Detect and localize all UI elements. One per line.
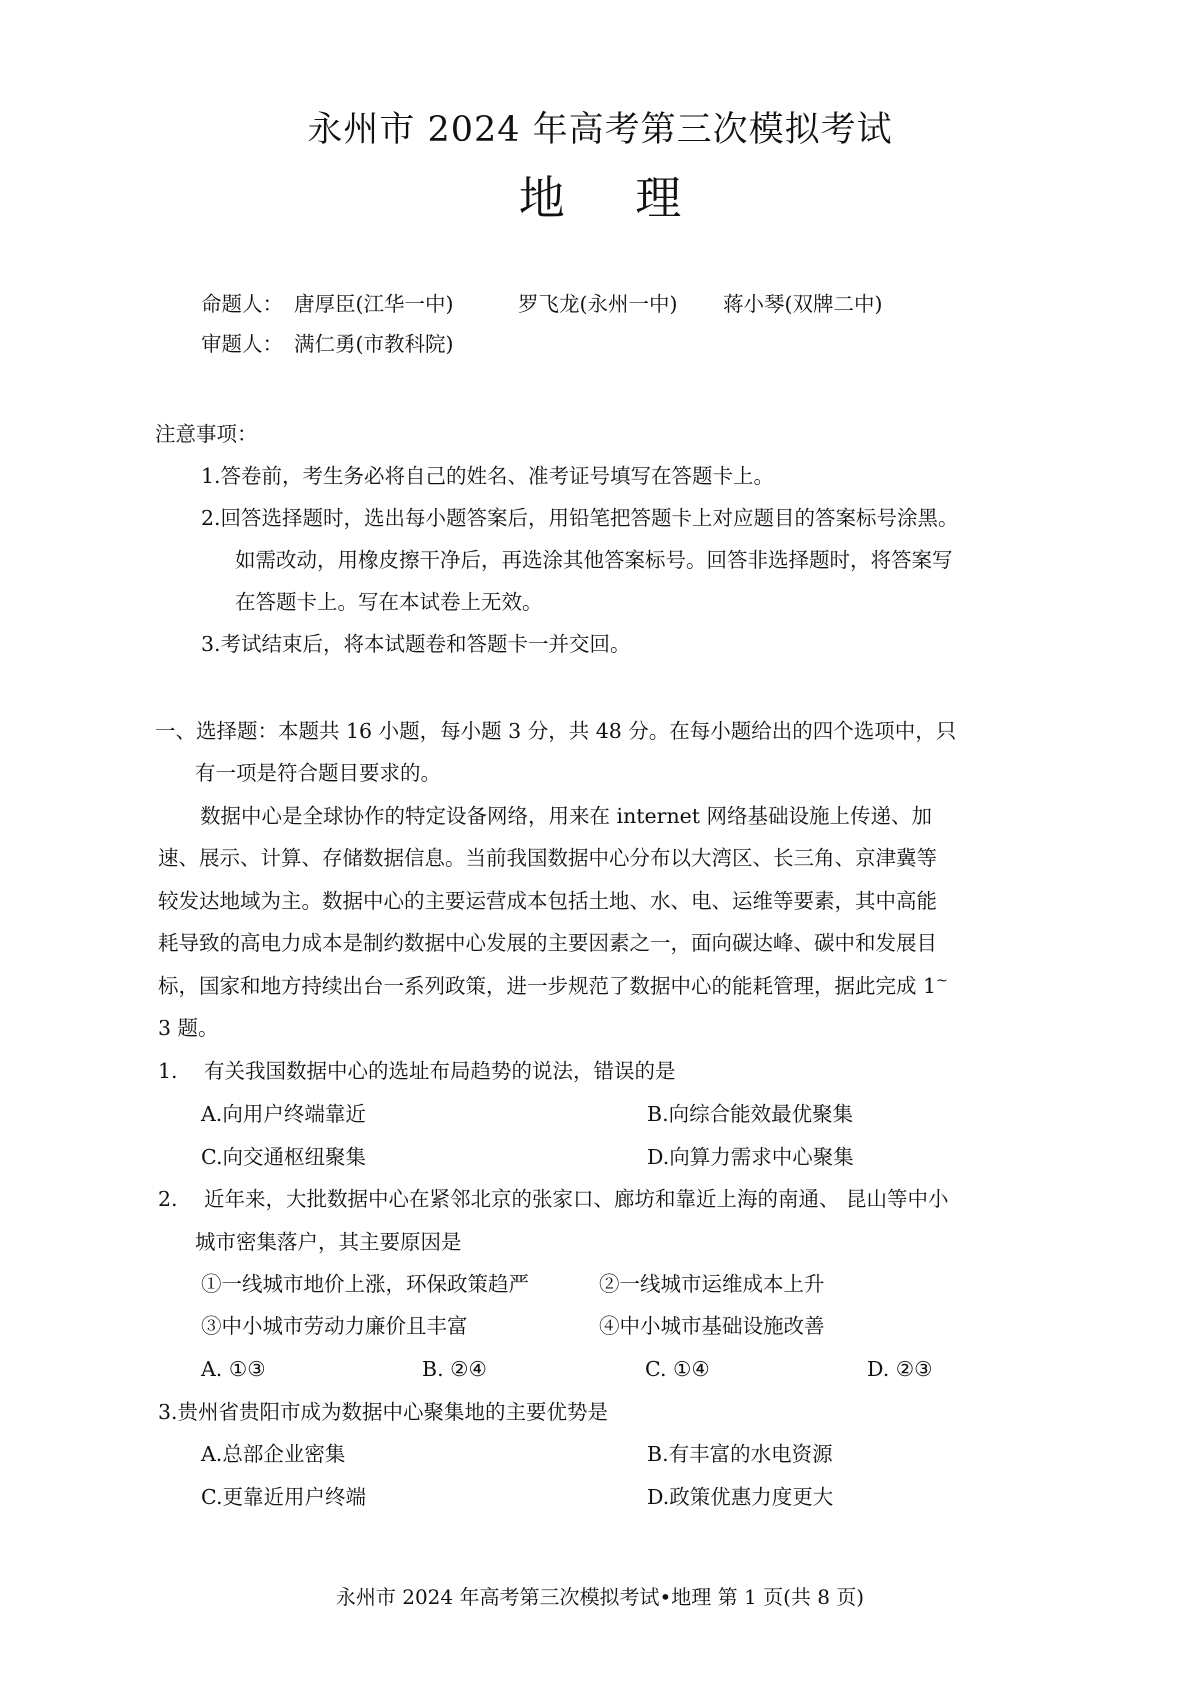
question-2-statement-2: ②一线城市运维成本上升 xyxy=(599,1272,825,1296)
question-3-option-a: A.总部企业密集 xyxy=(201,1442,346,1466)
notice-item-3: 3.考试结束后，将本试题卷和答题卡一并交回。 xyxy=(201,632,631,656)
question-3-option-b: B.有丰富的水电资源 xyxy=(647,1442,833,1466)
notice-item-2-line-2: 如需改动，用橡皮擦干净后，再选涂其他答案标号。回答非选择题时，将答案写 xyxy=(235,548,953,572)
passage-line-1: 数据中心是全球协作的特定设备网络，用来在 internet 网络基础设施上传递、加 xyxy=(200,804,933,828)
section-1-heading-line-1: 一、选择题：本题共 16 小题，每小题 3 分，共 48 分。在每小题给出的四个选项中，只 xyxy=(155,719,957,743)
question-2-stem-line-2: 城市密集落户，其主要原因是 xyxy=(195,1230,462,1254)
passage-line-5 xyxy=(158,972,948,1001)
proposer-1: 唐厚臣(江华一中) xyxy=(294,292,454,316)
question-2-statement-4: ④中小城市基础设施改善 xyxy=(599,1314,825,1338)
question-2-stem-line-1: 近年来，大批数据中心在紧邻北京的张家口、廊坊和靠近上海的南通、 昆山等中小 xyxy=(204,1187,949,1211)
notice-item-2-line-3: 在答题卡上。写在本试卷上无效。 xyxy=(235,590,543,614)
exam-title: 永州市 2024 年高考第三次模拟考试 xyxy=(307,110,893,150)
question-1-stem: 有关我国数据中心的选址布局趋势的说法，错误的是 xyxy=(204,1059,676,1083)
subject-title: 地 理 xyxy=(518,171,710,225)
range-tilde: ~ xyxy=(936,973,948,990)
notice-item-1: 1.答卷前，考生务必将自己的姓名、准考证号填写在答题卡上。 xyxy=(201,464,775,488)
question-2-statement-3: ③中小城市劳动力廉价且丰富 xyxy=(201,1314,468,1338)
question-1-option-a: A.向用户终端靠近 xyxy=(201,1102,366,1126)
question-2-option-a: A. ①③ xyxy=(201,1357,266,1381)
passage-line-5-text: 标，国家和地方持续出台一系列政策，进一步规范了数据中心的能耗管理，据此完成 1 xyxy=(158,974,937,998)
question-2-statement-1: ①一线城市地价上涨，环保政策趋严 xyxy=(201,1272,529,1296)
question-2-option-b: B. ②④ xyxy=(422,1357,487,1381)
passage-line-2: 速、展示、计算、存储数据信息。当前我国数据中心分布以大湾区、长三角、京津冀等 xyxy=(158,846,937,870)
question-3-option-d: D.政策优惠力度更大 xyxy=(647,1485,834,1509)
passage-line-6: 3 题。 xyxy=(158,1016,219,1040)
question-1-option-b: B.向综合能效最优聚集 xyxy=(647,1102,854,1126)
proposer-3: 蒋小琴(双牌二中) xyxy=(723,292,883,316)
notice-item-2-line-1: 2.回答选择题时，选出每小题答案后，用铅笔把答题卡上对应题目的答案标号涂黑。 xyxy=(201,506,959,530)
notice-heading: 注意事项： xyxy=(155,422,258,446)
proposers-label: 命题人： xyxy=(201,292,283,316)
passage-line-4: 耗导致的高电力成本是制约数据中心发展的主要因素之一，面向碳达峰、碳中和发展目 xyxy=(158,931,937,955)
question-1-option-d: D.向算力需求中心聚集 xyxy=(647,1145,854,1169)
reviewer-label: 审题人： xyxy=(201,332,283,356)
reviewer: 满仁勇(市教科院) xyxy=(294,332,454,356)
page-footer: 永州市 2024 年高考第三次模拟考试•地理 第 1 页(共 8 页) xyxy=(335,1585,865,1609)
section-1-heading-line-2: 有一项是符合题目要求的。 xyxy=(195,761,441,785)
question-1-number: 1. xyxy=(158,1059,178,1083)
question-1-option-c: C.向交通枢纽聚集 xyxy=(201,1145,366,1169)
passage-line-3: 较发达地域为主。数据中心的主要运营成本包括土地、水、电、运维等要素，其中高能 xyxy=(158,889,937,913)
question-3-stem: 3.贵州省贵阳市成为数据中心聚集地的主要优势是 xyxy=(158,1400,609,1424)
question-2-number: 2. xyxy=(158,1187,178,1211)
question-3-option-c: C.更靠近用户终端 xyxy=(201,1485,366,1509)
question-2-option-c: C. ①④ xyxy=(645,1357,710,1381)
question-2-option-d: D. ②③ xyxy=(867,1357,933,1381)
proposer-2: 罗飞龙(永州一中) xyxy=(518,292,678,316)
